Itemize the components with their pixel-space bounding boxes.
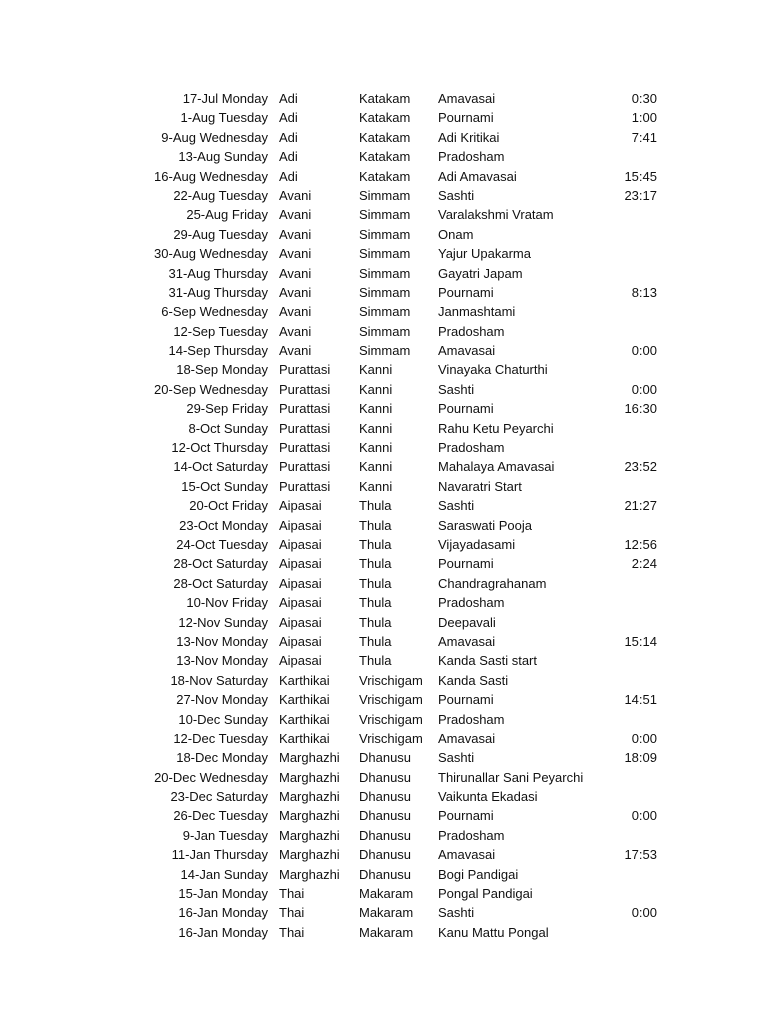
tamil-month-cell: Avani [279,265,312,281]
time-cell: 7:41 [631,129,657,145]
rasi-cell: Thula [359,517,392,533]
tamil-month-cell: Marghazhi [279,847,340,863]
time-cell: 12:56 [624,536,657,552]
date-cell: 31-Aug Thursday [168,265,268,281]
table-row [0,283,768,302]
time-cell: 23:17 [624,187,657,203]
time-cell: 14:51 [624,692,657,708]
time-cell: 15:14 [624,633,657,649]
date-cell: 25-Aug Friday [186,207,268,223]
table-row [0,457,768,476]
rasi-cell: Kanni [359,420,393,436]
time-cell: 0:30 [631,91,657,106]
rasi-cell: Simmam [359,207,411,223]
event-cell: Amavasai [438,847,496,863]
event-cell: Onam [438,226,474,242]
rasi-cell: Vrischigam [359,711,423,727]
event-cell: Bogi Pandigai [438,866,519,882]
date-cell: 20-Oct Friday [189,498,268,514]
tamil-month-cell: Karthikai [279,692,330,708]
rasi-cell: Thula [359,556,392,572]
tamil-month-cell: Marghazhi [279,866,340,882]
rasi-cell: Thula [359,595,392,611]
event-cell: Pongal Pandigai [438,886,533,902]
rasi-cell: Kanni [359,459,393,475]
time-cell: 16:30 [624,401,657,417]
event-cell: Sashti [438,498,475,514]
rasi-cell: Makaram [359,886,414,902]
table-row [0,574,768,593]
event-cell: Pradosham [438,149,505,165]
date-cell: 10-Nov Friday [186,595,268,611]
rasi-cell: Thula [359,575,392,591]
rasi-cell: Thula [359,536,392,552]
table-row [0,244,768,263]
date-cell: 9-Aug Wednesday [161,129,268,145]
table-row [0,535,768,554]
rasi-cell: Katakam [359,168,411,184]
date-cell: 6-Sep Wednesday [161,304,268,320]
tamil-month-cell: Purattasi [279,401,331,417]
tamil-month-cell: Aipasai [279,633,322,649]
table-row [0,613,768,632]
date-cell: 12-Oct Thursday [171,440,268,456]
event-cell: Gayatri Japam [438,265,523,281]
tamil-month-cell: Aipasai [279,575,322,591]
event-cell: Kanu Mattu Pongal [438,924,549,940]
rasi-cell: Simmam [359,343,411,359]
event-cell: Pournami [438,808,494,824]
table-row [0,787,768,806]
event-cell: Adi Amavasai [438,168,517,184]
date-cell: 31-Aug Thursday [168,284,268,300]
date-cell: 20-Sep Wednesday [154,381,268,397]
rasi-cell: Katakam [359,149,411,165]
time-cell: 0:00 [631,905,657,921]
event-cell: Yajur Upakarma [438,246,531,262]
date-cell: 12-Sep Tuesday [173,323,268,339]
event-cell: Vinayaka Chaturthi [438,362,548,378]
event-cell: Janmashtami [438,304,516,320]
rasi-cell: Thula [359,498,392,514]
tamil-month-cell: Adi [279,149,298,165]
rasi-cell: Simmam [359,187,411,203]
tamil-month-cell: Avani [279,246,312,262]
date-cell: 13-Nov Monday [176,633,268,649]
tamil-month-cell: Karthikai [279,711,330,727]
event-cell: Chandragrahanam [438,575,547,591]
date-cell: 16-Aug Wednesday [154,168,268,184]
event-cell: Pradosham [438,595,505,611]
rasi-cell: Vrischigam [359,672,423,688]
table-row [0,768,768,787]
event-cell: Vaikunta Ekadasi [438,789,538,805]
event-cell: Thirunallar Sani Peyarchi [438,769,584,785]
tamil-month-cell: Adi [279,91,298,106]
rasi-cell: Thula [359,633,392,649]
date-cell: 13-Aug Sunday [178,149,268,165]
date-cell: 17-Jul Monday [182,91,268,106]
time-cell: 2:24 [631,556,657,572]
table-row [0,671,768,690]
tamil-month-cell: Aipasai [279,498,322,514]
table-row [0,806,768,825]
tamil-month-cell: Thai [279,905,305,921]
tamil-month-cell: Purattasi [279,440,331,456]
tamil-month-cell: Aipasai [279,653,322,669]
tamil-month-cell: Aipasai [279,595,322,611]
table-row [0,419,768,438]
tamil-month-cell: Aipasai [279,556,322,572]
rasi-cell: Kanni [359,440,393,456]
table-row [0,729,768,748]
event-cell: Sashti [438,750,475,766]
rasi-cell: Makaram [359,905,414,921]
table-row [0,884,768,903]
date-cell: 16-Jan Monday [178,924,268,940]
date-cell: 20-Dec Wednesday [154,769,268,785]
event-cell: Kanda Sasti [438,672,509,688]
rasi-cell: Dhanusu [359,808,412,824]
table-row [0,341,768,360]
rasi-cell: Katakam [359,110,411,126]
event-cell: Pournami [438,692,494,708]
rasi-cell: Dhanusu [359,789,412,805]
tamil-month-cell: Avani [279,226,312,242]
event-cell: Varalakshmi Vratam [438,207,554,223]
event-cell: Saraswati Pooja [438,517,532,533]
rasi-cell: Katakam [359,129,411,145]
event-cell: Pradosham [438,323,505,339]
time-cell: 21:27 [624,498,657,514]
date-cell: 14-Jan Sunday [180,866,268,882]
rasi-cell: Vrischigam [359,730,423,746]
tamil-month-cell: Purattasi [279,420,331,436]
date-cell: 23-Dec Saturday [170,789,268,805]
table-row [0,89,768,108]
event-cell: Pradosham [438,827,505,843]
date-cell: 12-Dec Tuesday [173,730,268,746]
event-cell: Adi Kritikai [438,129,500,145]
date-cell: 22-Aug Tuesday [173,187,268,203]
date-cell: 12-Nov Sunday [178,614,268,630]
date-cell: 15-Jan Monday [178,886,268,902]
tamil-month-cell: Avani [279,323,312,339]
event-cell: Deepavali [438,614,496,630]
tamil-month-cell: Marghazhi [279,827,340,843]
table-row [0,690,768,709]
date-cell: 1-Aug Tuesday [180,110,268,126]
table-row [0,399,768,418]
tamil-month-cell: Adi [279,168,298,184]
rasi-cell: Dhanusu [359,769,412,785]
date-cell: 18-Dec Monday [176,750,268,766]
event-cell: Pradosham [438,711,505,727]
date-cell: 13-Nov Monday [176,653,268,669]
tamil-month-cell: Aipasai [279,517,322,533]
tamil-month-cell: Avani [279,187,312,203]
table-row [0,496,768,515]
rasi-cell: Dhanusu [359,866,412,882]
tamil-month-cell: Karthikai [279,730,330,746]
date-cell: 16-Jan Monday [178,905,268,921]
tamil-month-cell: Adi [279,129,298,145]
date-cell: 15-Oct Sunday [181,478,268,494]
date-cell: 30-Aug Wednesday [154,246,268,262]
date-cell: 8-Oct Sunday [188,420,268,436]
date-cell: 14-Sep Thursday [168,343,268,359]
tamil-month-cell: Purattasi [279,362,331,378]
rasi-cell: Vrischigam [359,692,423,708]
tamil-month-cell: Purattasi [279,381,331,397]
date-cell: 18-Nov Saturday [170,672,268,688]
event-cell: Amavasai [438,343,496,359]
table-row [0,264,768,283]
tamil-month-cell: Aipasai [279,614,322,630]
rasi-cell: Kanni [359,381,393,397]
date-cell: 10-Dec Sunday [178,711,268,727]
event-cell: Vijayadasami [438,536,516,552]
event-cell: Sashti [438,381,475,397]
table-row [0,205,768,224]
rasi-cell: Simmam [359,226,411,242]
table-row [0,225,768,244]
date-cell: 23-Oct Monday [179,517,268,533]
rasi-cell: Dhanusu [359,827,412,843]
tamil-month-cell: Karthikai [279,672,330,688]
table-row [0,554,768,573]
table-row [0,167,768,186]
rasi-cell: Thula [359,653,392,669]
time-cell: 0:00 [631,730,657,746]
time-cell: 17:53 [624,847,657,863]
time-cell: 23:52 [624,459,657,475]
date-cell: 26-Dec Tuesday [173,808,268,824]
date-cell: 27-Nov Monday [176,692,268,708]
time-cell: 0:00 [631,381,657,397]
event-cell: Navaratri Start [438,478,522,494]
time-cell: 1:00 [631,110,657,126]
date-cell: 28-Oct Saturday [173,575,268,591]
tamil-month-cell: Purattasi [279,478,331,494]
date-cell: 9-Jan Tuesday [182,827,268,843]
tamil-month-cell: Thai [279,924,305,940]
table-row [0,748,768,767]
time-cell: 18:09 [624,750,657,766]
event-cell: Mahalaya Amavasai [438,459,555,475]
table-row [0,360,768,379]
date-cell: 14-Oct Saturday [173,459,268,475]
event-cell: Rahu Ketu Peyarchi [438,420,554,436]
tamil-month-cell: Marghazhi [279,750,340,766]
event-cell: Sashti [438,187,475,203]
rasi-cell: Simmam [359,284,411,300]
event-cell: Pournami [438,284,494,300]
rasi-cell: Thula [359,614,392,630]
time-cell: 0:00 [631,808,657,824]
date-cell: 28-Oct Saturday [173,556,268,572]
event-cell: Sashti [438,905,475,921]
event-cell: Amavasai [438,633,496,649]
tamil-month-cell: Thai [279,886,305,902]
table-row [0,826,768,845]
table-row [0,302,768,321]
rasi-cell: Simmam [359,246,411,262]
event-cell: Amavasai [438,730,496,746]
event-cell: Pournami [438,110,494,126]
tamil-month-cell: Adi [279,110,298,126]
date-cell: 29-Aug Tuesday [173,226,268,242]
table-row [0,710,768,729]
time-cell: 0:00 [631,343,657,359]
table-row [0,128,768,147]
table-row [0,186,768,205]
table-row [0,593,768,612]
rasi-cell: Kanni [359,478,393,494]
date-cell: 11-Jan Thursday [171,847,268,863]
rasi-cell: Kanni [359,401,393,417]
tamil-month-cell: Avani [279,343,312,359]
tamil-month-cell: Marghazhi [279,769,340,785]
table-row [0,147,768,166]
tamil-month-cell: Marghazhi [279,789,340,805]
rasi-cell: Dhanusu [359,847,412,863]
rasi-cell: Dhanusu [359,750,412,766]
event-cell: Pournami [438,401,494,417]
event-cell: Amavasai [438,91,496,106]
table-row [0,477,768,496]
rasi-cell: Simmam [359,265,411,281]
table-row [0,865,768,884]
table-row [0,108,768,127]
tamil-month-cell: Avani [279,207,312,223]
table-row [0,380,768,399]
tamil-month-cell: Purattasi [279,459,331,475]
tamil-month-cell: Avani [279,284,312,300]
event-cell: Pradosham [438,440,505,456]
tamil-month-cell: Aipasai [279,536,322,552]
time-cell: 8:13 [631,284,657,300]
table-row [0,651,768,670]
table-row [0,438,768,457]
tamil-month-cell: Marghazhi [279,808,340,824]
table-row [0,516,768,535]
table-row [0,632,768,651]
date-cell: 24-Oct Tuesday [176,536,268,552]
event-cell: Kanda Sasti start [438,653,537,669]
date-cell: 18-Sep Monday [176,362,268,378]
rasi-cell: Kanni [359,362,393,378]
date-cell: 29-Sep Friday [186,401,268,417]
table-row [0,923,768,942]
rasi-cell: Simmam [359,304,411,320]
rasi-cell: Katakam [359,91,411,106]
table-row [0,845,768,864]
rasi-cell: Simmam [359,323,411,339]
time-cell: 15:45 [624,168,657,184]
rasi-cell: Makaram [359,924,414,940]
table-row [0,322,768,341]
table-row [0,903,768,922]
event-cell: Pournami [438,556,494,572]
festival-calendar-table [0,89,768,942]
tamil-month-cell: Avani [279,304,312,320]
